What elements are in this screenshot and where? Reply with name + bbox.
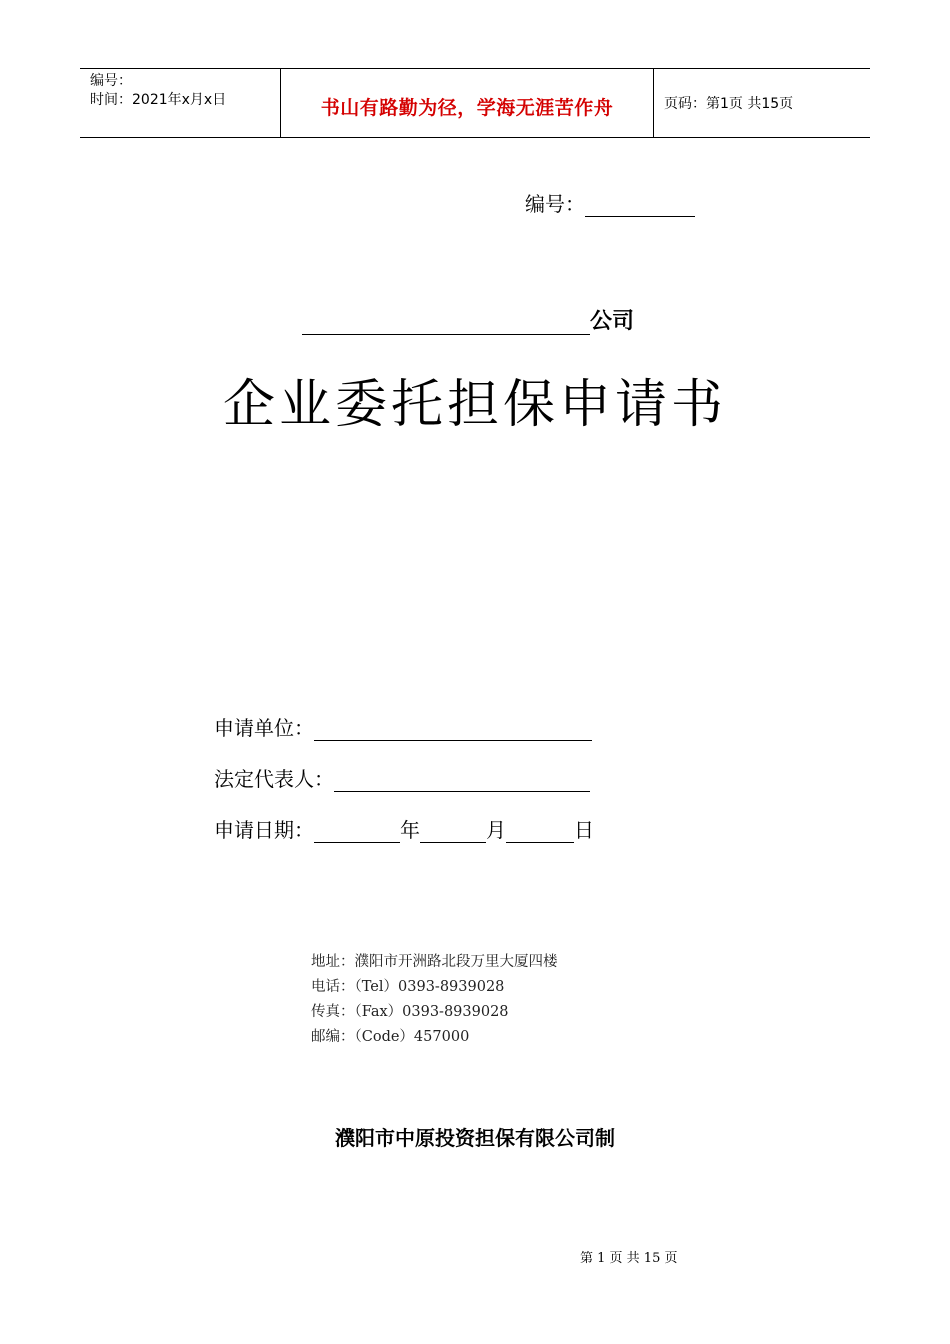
header-cell-info bbox=[80, 69, 281, 137]
contact-postcode: 邮编：（Code）457000 bbox=[311, 1029, 470, 1045]
header-table bbox=[80, 68, 870, 138]
company-line bbox=[302, 304, 634, 335]
company-name-blank[interactable] bbox=[302, 306, 590, 335]
header-page-label: 页码：第1页 共15页 bbox=[664, 96, 794, 112]
applicant-label: 申请单位： bbox=[214, 716, 314, 740]
maker-line: 濮阳市中原投资担保有限公司制 bbox=[335, 1126, 615, 1150]
doc-number bbox=[525, 188, 695, 217]
day-blank[interactable] bbox=[506, 818, 574, 843]
header-number-label: 编号： bbox=[90, 73, 132, 89]
contact-phone: 电话：（Tel）0393-8939028 bbox=[311, 979, 505, 995]
day-label: 日 bbox=[574, 818, 594, 842]
applicant-row bbox=[214, 712, 592, 741]
contact-block bbox=[311, 950, 558, 1050]
month-label: 月 bbox=[486, 818, 506, 842]
doc-number-label: 编号： bbox=[525, 192, 585, 216]
date-label: 申请日期： bbox=[214, 818, 314, 842]
footer-page-number: 第 1 页 共 15 页 bbox=[580, 1251, 678, 1266]
legal-rep-blank[interactable] bbox=[334, 767, 590, 792]
applicant-blank[interactable] bbox=[314, 716, 592, 741]
doc-number-blank[interactable] bbox=[585, 194, 695, 217]
contact-fax: 传真：（Fax）0393-8939028 bbox=[311, 1004, 509, 1020]
year-label: 年 bbox=[400, 818, 420, 842]
header-time-label: 时间：2021年x月x日 bbox=[90, 92, 227, 108]
legal-rep-row bbox=[214, 763, 590, 792]
month-blank[interactable] bbox=[420, 818, 486, 843]
company-suffix: 公司 bbox=[590, 309, 635, 334]
year-blank[interactable] bbox=[314, 818, 400, 843]
document-title: 企业委托担保申请书 bbox=[222, 375, 727, 435]
header-cell-page bbox=[654, 69, 870, 137]
legal-rep-label: 法定代表人： bbox=[214, 767, 334, 791]
date-row bbox=[214, 814, 594, 843]
contact-address: 地址：濮阳市开洲路北段万里大厦四楼 bbox=[311, 954, 558, 970]
header-cell-motto bbox=[281, 69, 654, 137]
header-motto: 书山有路勤为径，学海无涯苦作舟 bbox=[320, 97, 614, 119]
